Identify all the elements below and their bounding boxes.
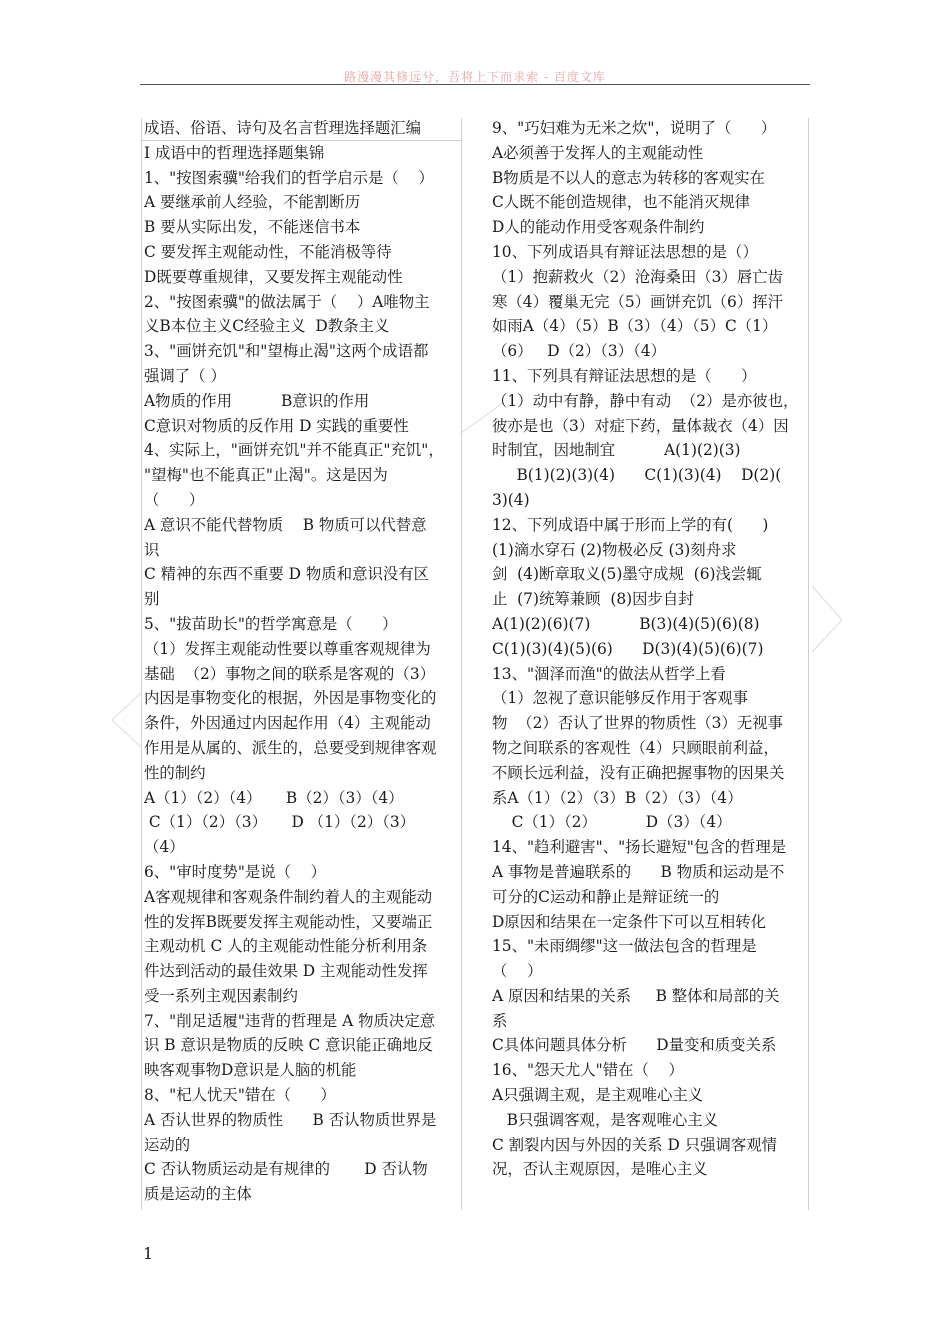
text-line: 件达到活动的最佳效果 D 主观能动性发挥	[144, 962, 428, 981]
text-line: （ ）	[144, 490, 205, 509]
text-line: 12、下列成语中属于形而上学的有( )	[492, 515, 769, 534]
text-line: D人的能动作用受客观条件制约	[492, 218, 705, 237]
text-line: 10、下列成语具有辩证法思想的是（）	[492, 242, 758, 261]
scan-mark-right	[808, 584, 848, 654]
text-line: 主观动机 C 人的主观能动性能分析利用条	[144, 937, 428, 956]
text-line: 基础 （2）事物之间的联系是客观的（3）	[144, 664, 436, 683]
text-line: A物质的作用 B意识的作用	[144, 391, 370, 410]
text-line: 3、"画饼充饥"和"望梅止渴"这两个成语都	[144, 342, 429, 361]
text-line: 如雨A（4）（5）B（3）（4）（5）C（1）	[492, 317, 778, 336]
text-line: 5、"拔苗助长"的哲学寓意是（ ）	[144, 614, 398, 633]
text-line: C 要发挥主观能动性，不能消极等待	[144, 242, 392, 261]
text-line: 成语、俗语、诗句及名言哲理选择题汇编	[144, 119, 422, 137]
text-line: A(1)(2)(6)(7) B(3)(4)(5)(6)(8)	[492, 614, 760, 633]
text-line: C人既不能创造规律，也不能消灭规律	[492, 193, 751, 212]
text-line: A客观规律和客观条件制约着人的主观能动	[144, 887, 433, 906]
text-line: 系	[492, 1011, 508, 1030]
text-line: A必须善于发挥人的主观能动性	[492, 143, 704, 162]
right-column	[492, 116, 808, 1182]
text-line: C（1）（2） D（3）（4）	[492, 813, 732, 832]
text-line: （ ）	[492, 962, 543, 981]
text-line: 物之间联系的客观性（4）只顾眼前利益，	[492, 738, 779, 757]
text-line: 受一系列主观因素制约	[144, 986, 298, 1005]
text-line: 系A（1）（2）（3）B（2）（3）（4）	[492, 788, 743, 807]
text-line: 作用是从属的、派生的，总要受到规律客观	[144, 738, 437, 757]
text-line: B 要从实际出发，不能迷信书本	[144, 218, 361, 237]
text-line: B(1)(2)(3)(4) C(1)(3)(4) D(2)(	[492, 466, 782, 485]
text-line: 况，否认主观原因，是唯心主义	[492, 1160, 708, 1179]
text-line: C具体问题具体分析 D量变和质变关系	[492, 1036, 777, 1055]
text-line: 15、"未雨绸缪"这一做法包含的哲理是	[492, 937, 757, 956]
text-line: "望梅"也不能真正"止渴"。这是因为	[144, 466, 388, 485]
text-line: B物质是不以人的意志为转移的客观实在	[492, 168, 765, 187]
text-line: A（1）（2）（4） B（2）（3）（4）	[144, 788, 404, 807]
text-line: D既要尊重规律，又要发挥主观能动性	[144, 267, 403, 286]
text-line: C 精神的东西不重要 D 物质和意识没有区	[144, 565, 430, 584]
left-column	[144, 116, 460, 1207]
text-line: 性的发挥B既要发挥主观能动性，又要端正	[144, 912, 433, 931]
text-line: 运动的	[144, 1135, 191, 1154]
text-line: 止 (7)统筹兼顾 (8)因步自封	[492, 590, 694, 609]
text-line: 性的制约	[144, 763, 206, 782]
text-line: 时制宜，因地制宜 A(1)(2)(3)	[492, 441, 741, 460]
watermark: 路漫漫其修远兮，吾将上下而求索 - 百度文库	[344, 70, 606, 84]
text-line: 1、"按图索骥"给我们的哲学启示是（ ）	[144, 168, 434, 187]
text-line: （4）	[144, 838, 185, 857]
right-column-border	[808, 118, 809, 1210]
text-line: A 事物是普遍联系的 B 物质和运动是不	[492, 862, 785, 881]
text-line: 义B本位主义C经验主义 D教条主义	[144, 317, 390, 336]
text-line: 不顾长远利益，没有正确把握事物的因果关	[492, 763, 785, 782]
column-divider	[461, 118, 462, 1210]
text-line: 16、"怨天尤人"错在（ ）	[492, 1061, 684, 1080]
text-line: D原因和结果在一定条件下可以互相转化	[492, 912, 766, 931]
text-line: 强调了（ ）	[144, 366, 226, 385]
text-line: 14、"趋利避害"、"扬长避短"包含的哲理是	[492, 838, 787, 857]
text-line: 物 （2）否认了世界的物质性（3）无视事	[492, 714, 784, 733]
text-line: 13、"涸泽而渔"的做法从哲学上看	[492, 664, 726, 683]
text-line: Ⅰ 成语中的哲理选择题集锦	[144, 143, 325, 162]
text-line: 8、"杞人忧天"错在（ ）	[144, 1086, 336, 1105]
text-line: 条件，外因通过内因起作用（4）主观能动	[144, 714, 431, 733]
text-line: 映客观事物D意识是人脑的机能	[144, 1061, 357, 1080]
text-line: C 否认物质运动是有规律的 D 否认物	[144, 1160, 428, 1179]
text-line: C(1)(3)(4)(5)(6) D(3)(4)(5)(6)(7)	[492, 639, 764, 658]
text-line: 6、"审时度势"是说（ ）	[144, 862, 327, 881]
text-line: （1）动中有静，静中有动 （2）是亦彼也，	[492, 391, 799, 410]
text-line: （1）发挥主观能动性要以尊重客观规律为	[144, 639, 431, 658]
text-line: 9、"巧妇难为无米之炊"，说明了（ ）	[492, 119, 777, 137]
text-line: A 原因和结果的关系 B 整体和局部的关	[492, 986, 780, 1005]
text-line: 彼亦是也（3）对症下药，量体裁衣（4）因	[492, 416, 789, 435]
scan-mark-left	[108, 690, 148, 750]
text-line: 识	[144, 540, 160, 559]
text-line: A只强调主观，是主观唯心主义	[492, 1086, 704, 1105]
text-line: 识 B 意识是物质的反映 C 意识能正确地反	[144, 1036, 433, 1055]
text-line: 寒（4）覆巢无完（5）画饼充饥（6）挥汗	[492, 292, 784, 311]
text-line: （1）忽视了意识能够反作用于客观事	[492, 689, 749, 708]
text-line: C 割裂内因与外因的关系 D 只强调客观情	[492, 1135, 778, 1154]
left-column-border	[141, 118, 142, 1210]
header-rule	[140, 84, 810, 85]
text-line: (1)滴水穿石 (2)物极必反 (3)刻舟求	[492, 540, 737, 559]
text-line: A 否认世界的物质性 B 否认物质世界是	[144, 1110, 437, 1129]
text-line: 11、下列具有辩证法思想的是（ ）	[492, 366, 757, 385]
text-line: 7、"削足适履"违背的哲理是 A 物质决定意	[144, 1011, 436, 1030]
text-line: 别	[144, 590, 160, 609]
text-line: 剑 (4)断章取义(5)墨守成规 (6)浅尝辄	[492, 565, 762, 584]
text-line: A 要继承前人经验，不能割断历	[144, 193, 361, 212]
text-line: C意识对物质的反作用 D 实践的重要性	[144, 416, 409, 435]
text-line: 可分的C运动和静止是辩证统一的	[492, 887, 720, 906]
text-line: 3)(4)	[492, 490, 530, 509]
text-line: 内因是事物变化的根据，外因是事物变化的	[144, 689, 437, 708]
text-line: 质是运动的主体	[144, 1185, 252, 1204]
text-line: C（1）（2）（3） D （1）（2）（3）	[144, 813, 416, 832]
text-line: （1）抱薪救火（2）沧海桑田（3）唇亡齿	[492, 267, 784, 286]
text-line: 4、实际上，"画饼充饥"并不能真正"充饥"，	[144, 441, 444, 460]
text-line: B只强调客观，是客观唯心主义	[492, 1110, 719, 1129]
text-line: （6） D（2）（3）（4）	[492, 342, 666, 361]
text-line: A 意识不能代替物质 B 物质可以代替意	[144, 515, 427, 534]
page-number: 1	[143, 1244, 154, 1263]
text-line: 2、"按图索骥"的做法属于（ ）A唯物主	[144, 292, 430, 311]
